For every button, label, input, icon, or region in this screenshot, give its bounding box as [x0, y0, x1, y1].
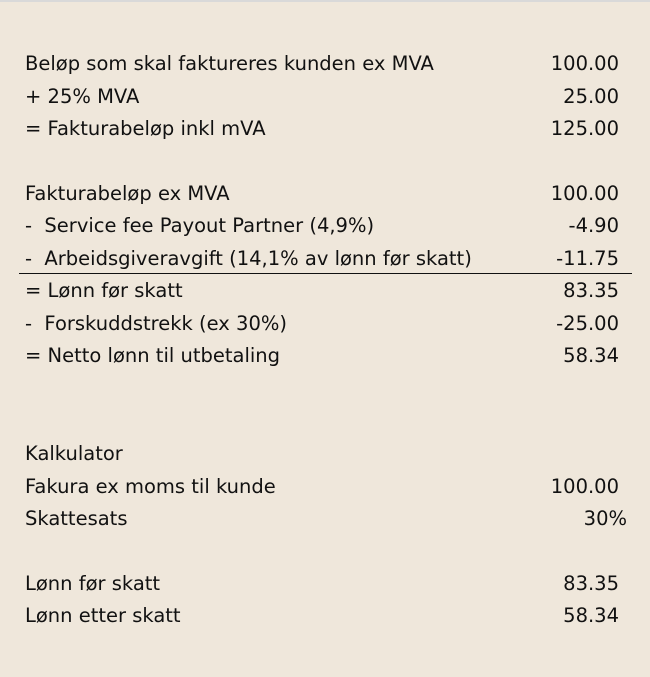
- withholding-tax-row: [25, 308, 625, 340]
- invoice-amount-label: Beløp som skal faktureres kunden ex MVA: [25, 52, 434, 75]
- vat-label: + 25% MVA: [25, 85, 140, 108]
- calc-gross-row: [25, 568, 625, 600]
- employer-tax-label: - Arbeidsgiveravgift (14,1% av lønn før skatt): [25, 247, 472, 270]
- net-salary-label: = Netto lønn til utbetaling: [25, 344, 281, 367]
- invoice-total-value: 125.00: [550, 117, 619, 140]
- service-fee-row: [25, 210, 625, 242]
- calc-net-row: [25, 600, 625, 632]
- invoice-amount-value: 100.00: [550, 52, 619, 75]
- invoice-ex-vat-row: [25, 178, 625, 210]
- invoice-total-row: [25, 113, 625, 145]
- calc-tax-rate-label: Skattesats: [25, 507, 128, 530]
- calculator-heading-row: [25, 438, 625, 470]
- calc-tax-rate-value[interactable]: 30%: [583, 507, 627, 530]
- service-fee-label: - Service fee Payout Partner (4,9%): [25, 214, 375, 237]
- calc-tax-rate-row: [25, 503, 625, 535]
- invoice-ex-vat-label: Fakturabeløp ex MVA: [25, 182, 230, 205]
- calc-net-value: 58.34: [563, 604, 619, 627]
- net-salary-row: [25, 340, 625, 372]
- vat-value: 25.00: [563, 85, 619, 108]
- calc-invoice-value[interactable]: 100.00: [550, 475, 619, 498]
- sum-divider: [19, 273, 632, 274]
- calc-gross-label: Lønn før skatt: [25, 572, 161, 595]
- gross-salary-value: 83.35: [563, 279, 619, 302]
- net-salary-value: 58.34: [563, 344, 619, 367]
- service-fee-value: -4.90: [568, 214, 619, 237]
- gross-salary-label: = Lønn før skatt: [25, 279, 183, 302]
- vat-row: [25, 81, 625, 113]
- employer-tax-row: [25, 243, 625, 275]
- gross-salary-row: [25, 275, 625, 307]
- invoice-ex-vat-value: 100.00: [550, 182, 619, 205]
- calc-gross-value: 83.35: [563, 572, 619, 595]
- withholding-tax-label: - Forskuddstrekk (ex 30%): [25, 312, 287, 335]
- calc-invoice-label: Fakura ex moms til kunde: [25, 475, 276, 498]
- withholding-tax-value: -25.00: [556, 312, 619, 335]
- invoice-amount-row: [25, 48, 625, 80]
- invoice-total-label: = Fakturabeløp inkl mVA: [25, 117, 266, 140]
- calc-invoice-row: [25, 471, 625, 503]
- calculator-heading: Kalkulator: [25, 442, 123, 465]
- top-edge: [0, 0, 650, 2]
- employer-tax-value: -11.75: [556, 247, 619, 270]
- calc-net-label: Lønn etter skatt: [25, 604, 181, 627]
